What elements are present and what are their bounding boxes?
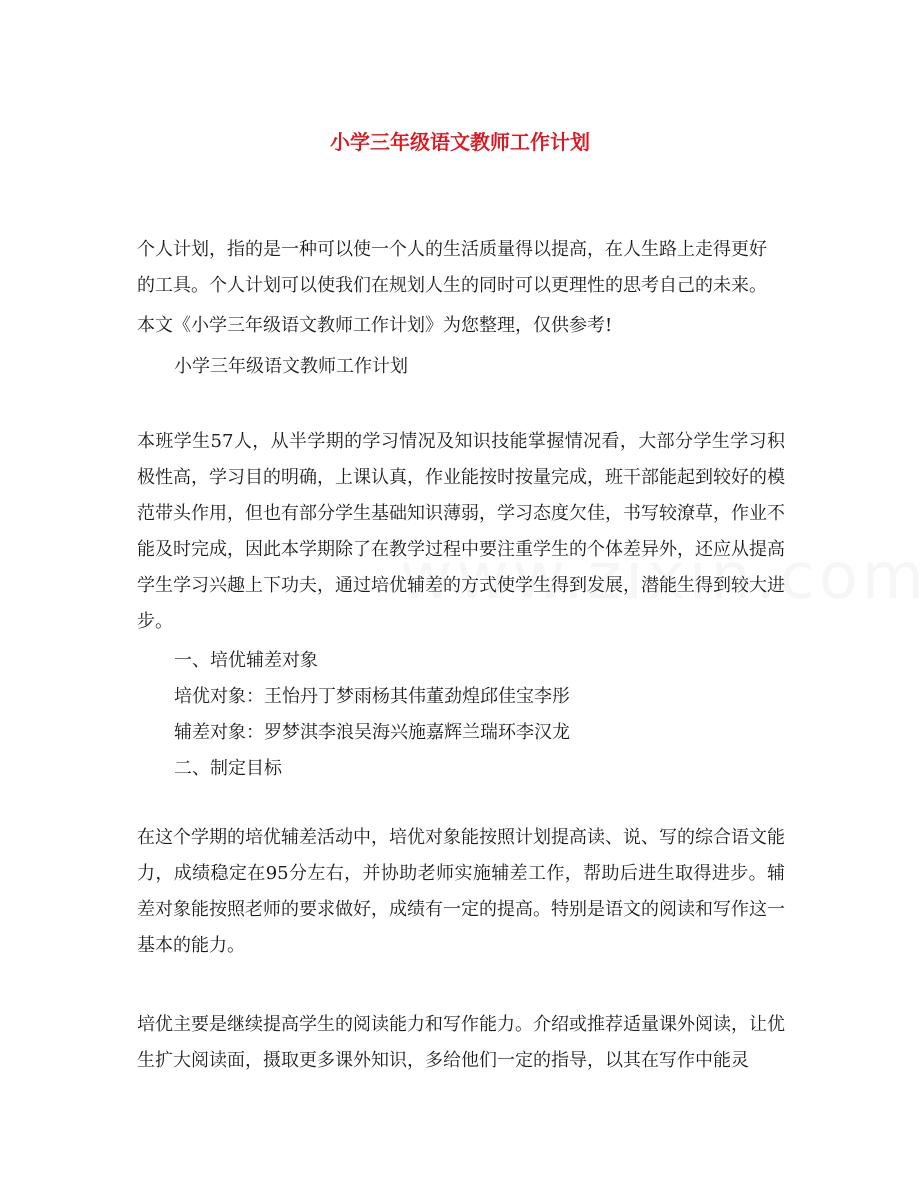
- document-subtitle: 小学三年级语文教师工作计划: [174, 356, 408, 377]
- paragraph-class-situation: 本班学生57人，从半学期的学习情况及知识技能掌握情况看，大部分学生学习积极性高，学习目的明确，上课认真，作业能按时按量完成，班干部能起到较好的模范带头作用，但也有部分学生基础知识薄弱，学习态度欠佳，书写较潦草，作业不能及时完成，因此本学期除了在教学过程中要注重学生的个体差异外，还应从提高学生学习兴趣上下功夫，通过培优辅差的方式使学生得到发展，潜能生得到较大进步。: [137, 431, 785, 632]
- excellent-students-list: 培优对象：王怡丹丁梦雨杨其伟董劲煌邱佳宝李彤: [174, 686, 570, 707]
- intro-line-1: 个人计划，指的是一种可以使一个人的生活质量得以提高，在人生路上走得更好: [137, 239, 767, 260]
- paragraph-goals: 在这个学期的培优辅差活动中，培优对象能按照计划提高读、说、写的综合语文能力，成绩稳定在95分左右，并协助老师实施辅差工作，帮助后进生取得进步。辅差对象能按照老师的要求做好，成绩有一定的提高。特别是语文的阅读和写作这一基本的能力。: [137, 827, 785, 956]
- intro-line-3: 本文《小学三年级语文教师工作计划》为您整理，仅供参考!: [137, 315, 613, 336]
- remedial-students-list: 辅差对象：罗梦淇李浪吴海兴施嘉辉兰瑞环李汉龙: [174, 722, 570, 743]
- section-heading-targets: 一、培优辅差对象: [174, 650, 318, 671]
- document-title: 小学三年级语文教师工作计划: [330, 130, 590, 154]
- paragraph-methods: 培优主要是继续提高学生的阅读能力和写作能力。介绍或推荐适量课外阅读，让优生扩大阅读面，摄取更多课外知识，多给他们一定的指导，以其在写作中能灵: [137, 1014, 785, 1071]
- section-heading-goals: 二、制定目标: [174, 758, 282, 779]
- intro-line-2: 的工具。个人计划可以使我们在规划人生的同时可以更理性的思考自己的未来。: [137, 275, 767, 296]
